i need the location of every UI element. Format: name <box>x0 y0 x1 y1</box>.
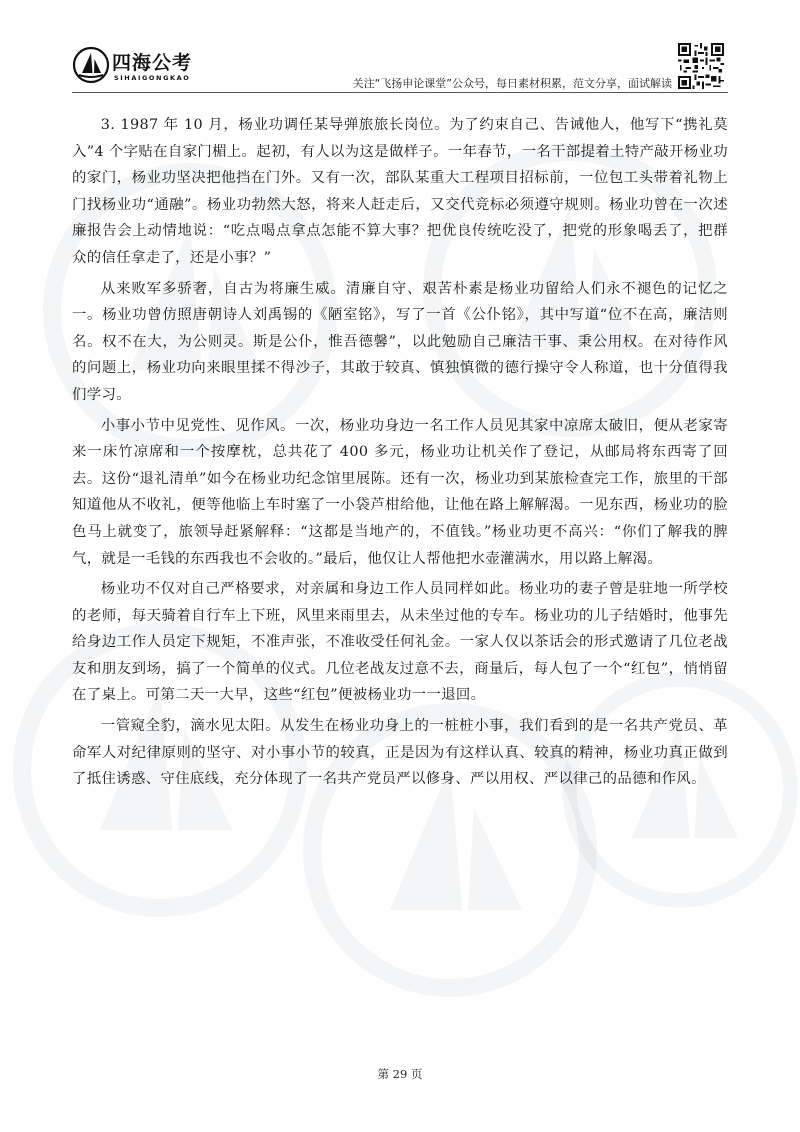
article-body <box>72 112 728 797</box>
brand-name: 四海公考 <box>112 52 193 74</box>
brand-logo <box>72 46 222 92</box>
header-divider <box>72 92 728 93</box>
paragraph: 一管窥全豹，滴水见太阳。从发生在杨业功身上的一桩桩小事，我们看到的是一名共产党员、革命军人对纪律原则的坚守、对小事小节的较真，正是因为有这样认真、较真的精神，杨业功真正做到了抵住诱惑、守住底线，充分体现了一名共产党员严以修身、严以用权、严以律己的品德和作风。 <box>72 718 728 788</box>
page-number: 第 29 页 <box>377 1067 423 1081</box>
sail-logo-icon <box>72 46 110 84</box>
brand-name-latin: SIHAIGONGKAO <box>114 74 191 82</box>
paragraph: 小事小节中见党性、见作风。一次，杨业功身边一名工作人员见其家中凉席太破旧，便从老家寄来一床竹凉席和一个按摩枕，总共花了 400 多元，杨业功让机关作了登记，从邮局将东西寄了回去。这份“退礼清单”如今在杨业功纪念馆里展陈。还有一次，杨业功到某旅检查完工作，旅里的干部知道他从不收礼，便等他临上车时塞了一小袋芦柑给他，让他在路上解解渴。一见东西，杨业功的脸色马上就变了，旅领导赶紧解释：“这都是当地产的，不值钱。”杨业功更不高兴：“你们了解我的脾气，就是一毛钱的东西我也不会收的。”最后，他仅让人帮他把水壶灌满水，用以路上解渴。 <box>72 417 728 567</box>
qr-code-icon <box>678 43 724 89</box>
page-header <box>0 0 800 100</box>
header-tagline: 关注“飞扬申论课堂”公众号，每日素材积累，范文分享，面试解读 <box>352 77 672 90</box>
paragraph: 从来败军多骄奢，自古为将廉生威。清廉自守、艰苦朴素是杨业功留给人们永不褪色的记忆之一。杨业功曾仿照唐朝诗人刘禹锡的《陋室铭》，写了一首《公仆铭》，其中写道“位不在高，廉洁则名。权不在大，为公则灵。斯是公仆，惟吾德馨”，以此勉励自己廉洁干事、秉公用权。在对待作风的问题上，杨业功向来眼里揉不得沙子，其敢于较真、慎独慎微的德行操守令人称道，也十分值得我们学习。 <box>72 280 728 403</box>
paragraph: 杨业功不仅对自己严格要求，对亲属和身边工作人员同样如此。杨业功的妻子曾是驻地一所学校的老师，每天骑着自行车上下班，风里来雨里去，从未坐过他的专车。杨业功的儿子结婚时，他事先给身边工作人员定下规矩，不准声张，不准收受任何礼金。一家人仅以茶话会的形式邀请了几位老战友和朋友到场，搞了一个简单的仪式。几位老战友过意不去，商量后，每人包了一个“红包”，悄悄留在了桌上。可第二天一大早，这些“红包”便被杨业功一一退回。 <box>72 581 728 704</box>
paragraph: 3. 1987 年 10 月，杨业功调任某导弹旅旅长岗位。为了约束自己、告诫他人，他写下“携礼莫入”4 个字贴在自家门楣上。起初，有人以为这是做样子。一年春节，一名干部提着土特产敲开杨业功的家门，杨业功坚决把他挡在门外。又有一次，部队某重大工程项目招标前，一位包工头带着礼物上门找杨业功“通融”。杨业功勃然大怒，将来人赶走后，又交代竞标必须遵守规则。杨业功曾在一次述廉报告会上动情地说：“吃点喝点拿点怎能不算大事？把优良传统吃没了，把党的形象喝丢了，把群众的信任拿走了，还是小事？” <box>72 117 728 266</box>
